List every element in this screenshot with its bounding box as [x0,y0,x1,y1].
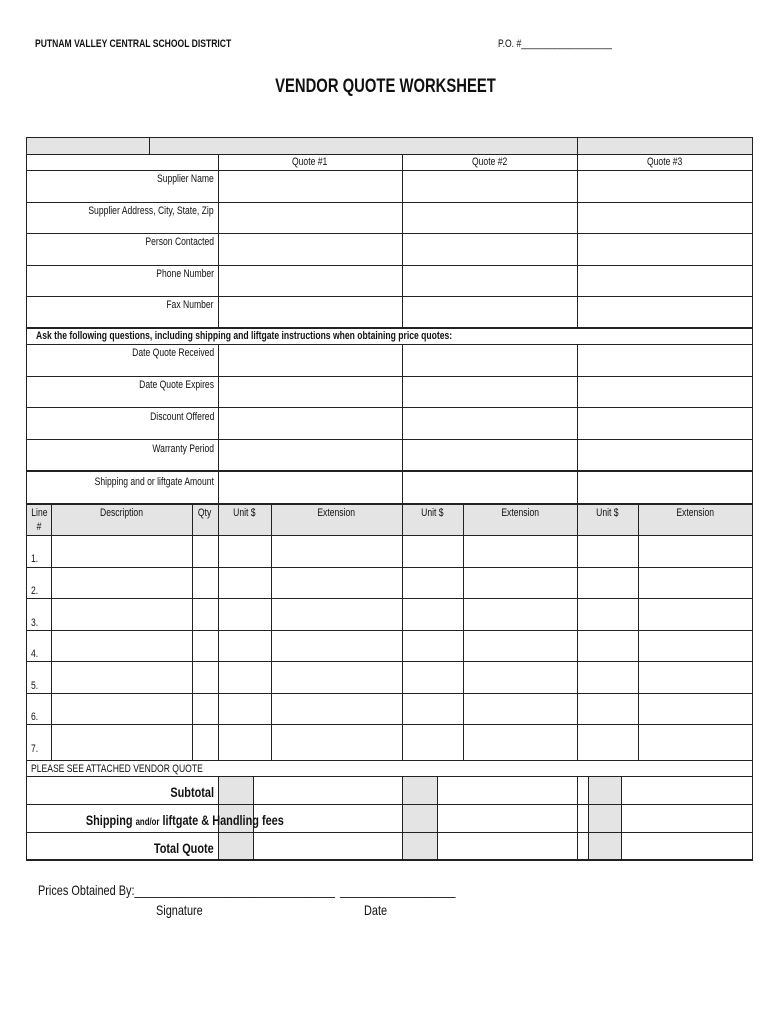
totals-shade-q3 [589,777,621,860]
subtotal-label: Subtotal [170,784,214,800]
date-quote-received-label: Date Quote Received [131,347,214,359]
line-number: 4. [31,648,39,660]
page-title: VENDOR QUOTE WORKSHEET [274,76,496,97]
subtotal-quote3[interactable] [622,777,752,804]
attached-vendor-quote-note: PLEASE SEE ATTACHED VENDOR QUOTE [31,763,203,775]
line-number: 3. [31,617,39,629]
signature-caption: Signature [156,902,203,918]
line-header: Line [30,507,48,519]
total-quote-label: Total Quote [154,840,214,856]
line-number: 6. [31,711,39,723]
supplier-name-label: Supplier Name [157,173,214,185]
unit-price-header-q2: Unit $ [421,507,444,519]
date-line[interactable]: ___________________ [340,882,456,898]
line-hash-header: # [36,521,42,533]
discount-offered-label: Discount Offered [149,411,214,423]
shipping-handling-label: Shipping and/or liftgate & Handling fees [85,812,284,828]
extension-header-q2: Extension [501,507,539,519]
extension-header-q3: Extension [676,507,714,519]
fax-number-label: Fax Number [166,299,214,311]
subtotal-quote2[interactable] [438,777,577,804]
person-contacted-label: Person Contacted [145,236,214,248]
totals-shade-q2 [403,777,437,860]
district-name: PUTNAM VALLEY CENTRAL SCHOOL DISTRICT [35,38,232,50]
po-number-field[interactable]: P.O. #___________________ [498,38,612,50]
quote-3-header: Quote #3 [646,156,683,168]
qty-header: Qty [198,507,212,519]
shipping-amount-label: Shipping and or liftgate Amount [94,476,214,488]
supplier-name-quote1[interactable] [219,171,402,202]
line-number: 1. [31,553,39,565]
line-number: 2. [31,585,39,597]
supplier-name-quote3[interactable] [578,171,752,202]
unit-price-header-q3: Unit $ [596,507,619,519]
unit-price-header-q1: Unit $ [233,507,256,519]
instructions-text: Ask the following questions, including shipping and liftgate instructions when obtaining price quotes: [36,330,453,342]
subtotal-quote1[interactable] [254,777,402,804]
phone-number-label: Phone Number [156,268,214,280]
supplier-name-quote2[interactable] [403,171,577,202]
supplier-address-label: Supplier Address, City, State, Zip [88,205,214,217]
header-band [26,138,752,154]
line-number: 7. [31,743,39,755]
quote-2-header: Quote #2 [471,156,508,168]
prices-obtained-by[interactable]: Prices Obtained By:_________________________________ [38,882,335,898]
description-header: Description [100,507,143,519]
date-caption: Date [364,902,388,918]
warranty-period-label: Warranty Period [152,443,214,455]
quote-1-header: Quote #1 [292,156,328,168]
extension-header-q1: Extension [317,507,356,519]
date-quote-expires-label: Date Quote Expires [139,379,214,391]
line-number: 5. [31,680,39,692]
